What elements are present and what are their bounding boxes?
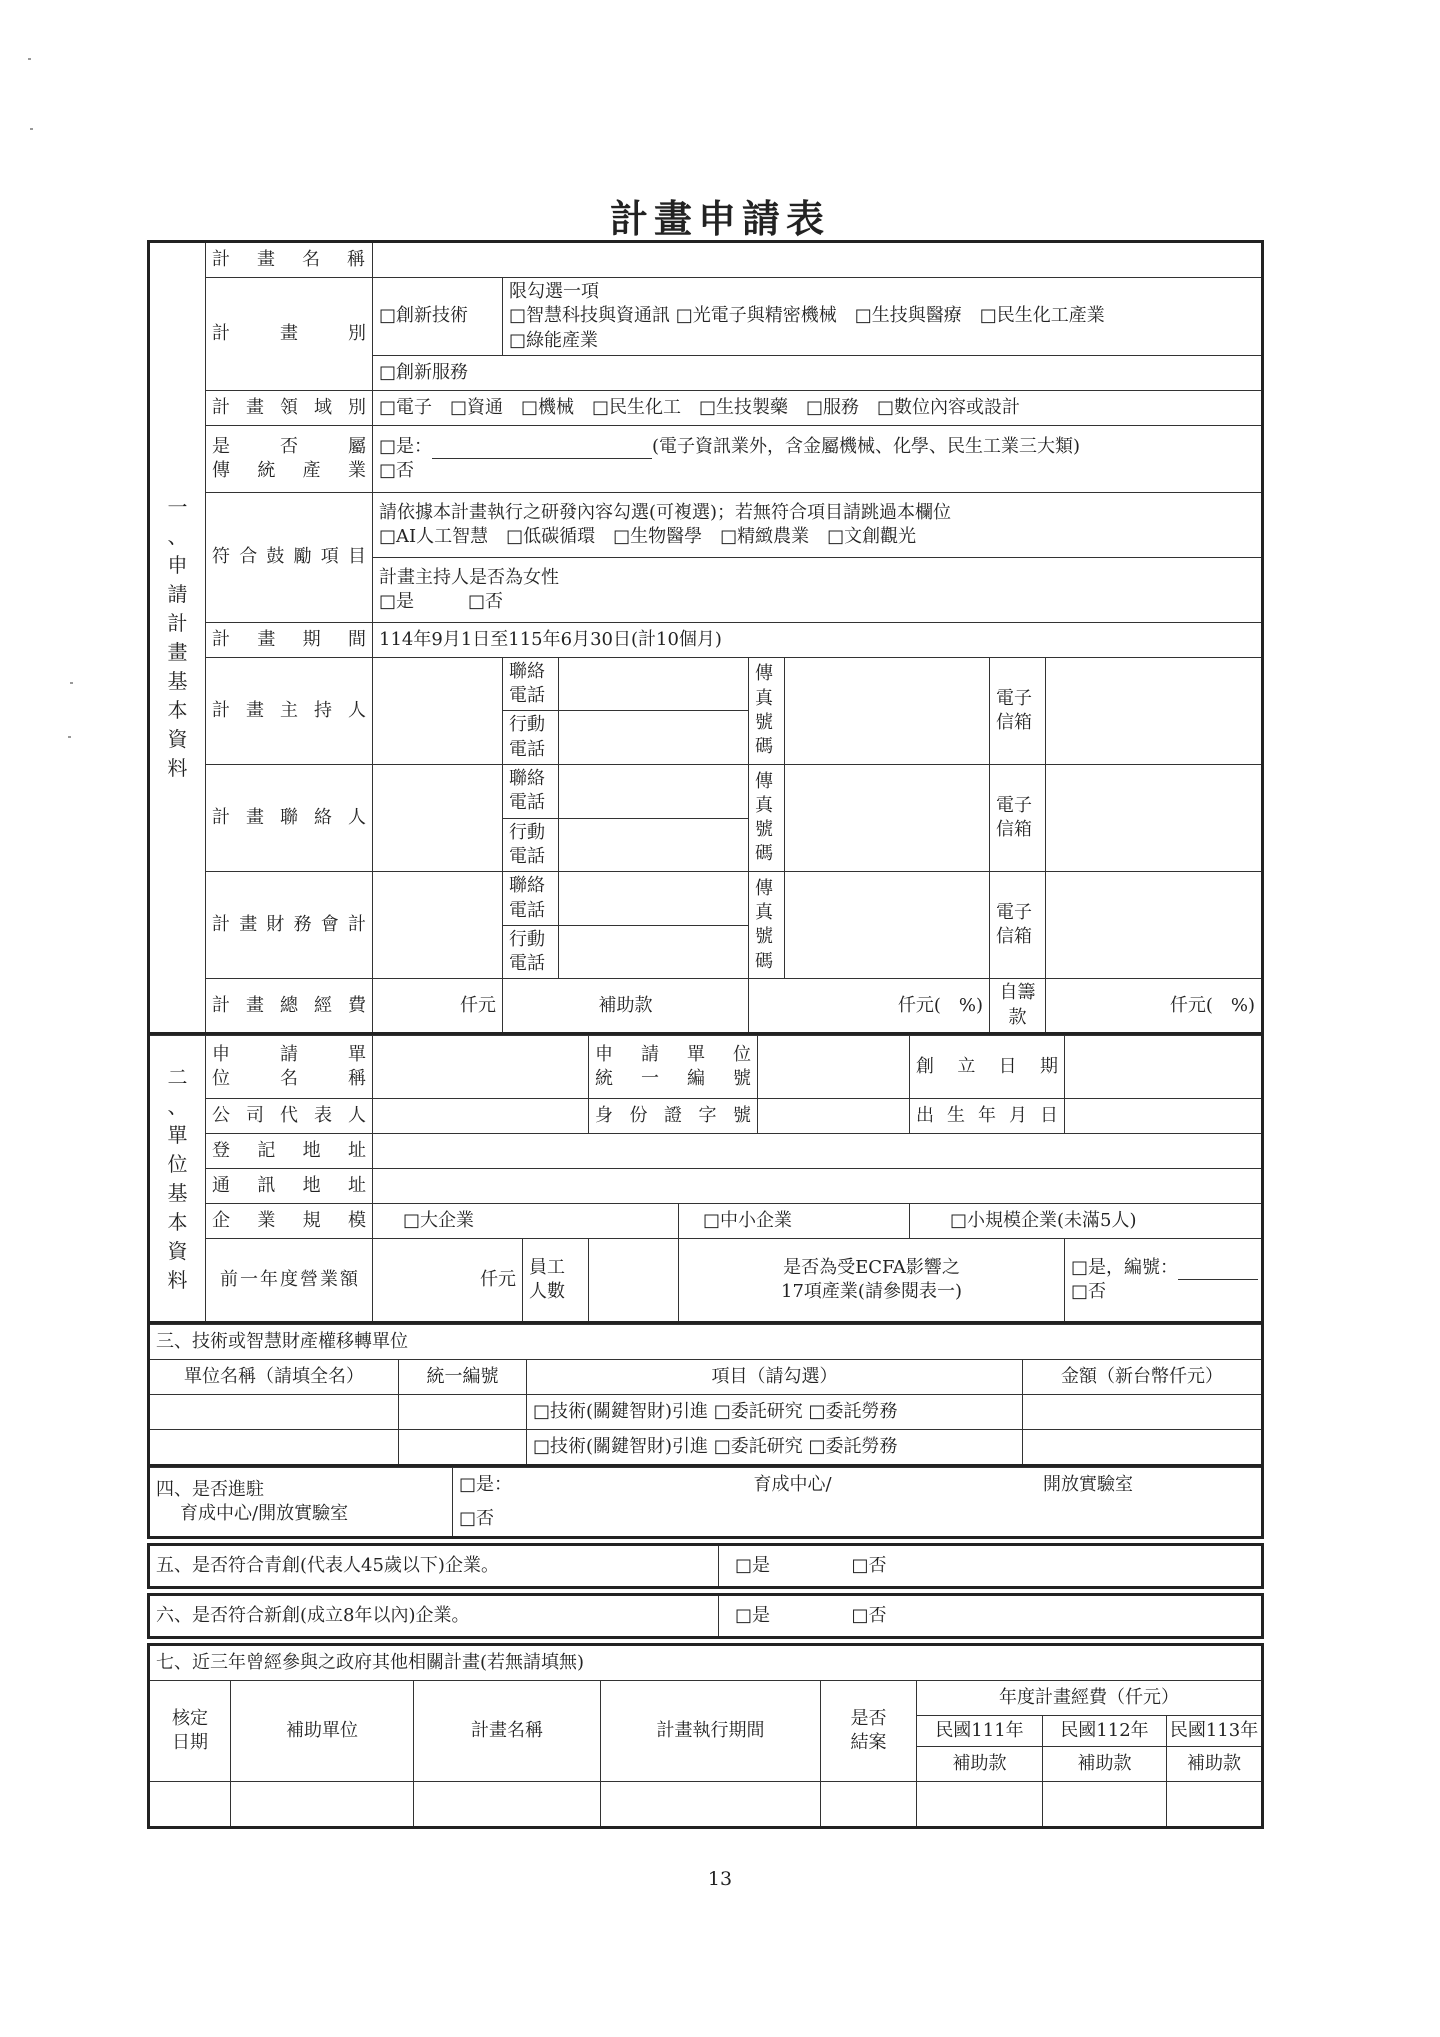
s3-row1-id[interactable] — [399, 1395, 527, 1430]
contact-fax-label: 傳 真 號 碼 — [749, 765, 785, 872]
founded-label: 創立日期 — [910, 1036, 1065, 1099]
finance-name-field[interactable] — [373, 872, 503, 979]
ecfa-no-checkbox[interactable]: □否 — [1071, 1281, 1107, 1303]
s7-row-plan[interactable] — [414, 1782, 601, 1828]
finance-fax-label: 傳 真 號 碼 — [749, 872, 785, 979]
finance-email-field[interactable] — [1046, 872, 1263, 979]
section1-label: 一 、 申 請 計 畫 基 本 資 料 — [149, 242, 206, 1034]
s4-yes-checkbox[interactable]: □是： — [459, 1473, 513, 1495]
traditional-note: (電子資訊業外，含金屬機械、化學、民生工業三大類) — [652, 435, 1081, 457]
ecfa-number-blank[interactable] — [1178, 1261, 1258, 1280]
s3-col-name: 單位名稱（請填全名） — [149, 1360, 399, 1395]
s7-row-approval[interactable] — [149, 1782, 231, 1828]
s7-row-period[interactable] — [601, 1782, 821, 1828]
budget-self-label: 自籌款 — [990, 979, 1046, 1034]
s6-no-checkbox[interactable]: □否 — [851, 1604, 887, 1626]
s7-row-112[interactable] — [1043, 1782, 1167, 1828]
plan-name-field[interactable] — [373, 242, 1263, 278]
s5-options[interactable] — [719, 1545, 1263, 1588]
s3-row2-amount[interactable] — [1023, 1430, 1263, 1466]
pi-fax-label: 傳 真 號 碼 — [749, 657, 785, 764]
s7-subsidy-111: 補助款 — [917, 1747, 1043, 1782]
mail-addr-label: 通訊地址 — [206, 1169, 373, 1204]
s7-closed: 是否 結案 — [821, 1681, 917, 1782]
birth-field[interactable] — [1065, 1099, 1263, 1134]
s5-no-checkbox[interactable]: □否 — [851, 1554, 887, 1576]
traditional-no-checkbox[interactable]: □否 — [379, 459, 415, 481]
incentive-cell[interactable] — [373, 492, 1263, 557]
incentive-options[interactable]: □AI人工智慧 □低碳循環 □生物醫學 □精緻農業 □文創觀光 — [379, 525, 917, 547]
s7-row-unit[interactable] — [231, 1782, 414, 1828]
section5-label: 五、是否符合青創(代表人45歲以下)企業。 — [149, 1545, 719, 1588]
s7-subsidy-113: 補助款 — [1167, 1747, 1263, 1782]
pi-email-label: 電子 信箱 — [990, 657, 1046, 764]
section7-table — [147, 1643, 1264, 1829]
contact-fax-field[interactable] — [785, 765, 990, 872]
section2-table — [147, 1035, 1264, 1324]
budget-total-field[interactable]: 仟元 — [373, 979, 503, 1034]
budget-label: 計畫總經費 — [206, 979, 373, 1034]
s4-incubator: 育成中心/ — [753, 1473, 832, 1495]
contact-label: 計畫聯絡人 — [206, 765, 373, 872]
tech-options[interactable]: □智慧科技與資通訊 □光電子與精密機械 □生技與醫療 □民生化工產業 — [509, 305, 1105, 327]
scale-small-checkbox[interactable]: □小規模企業(未滿5人) — [910, 1204, 1263, 1239]
application-form — [147, 240, 1261, 1829]
s4-open-lab: 開放實驗室 — [1043, 1473, 1134, 1495]
female-pi-options[interactable]: □是 □否 — [379, 590, 504, 612]
s7-row-111[interactable] — [917, 1782, 1043, 1828]
rep-field[interactable] — [373, 1099, 589, 1134]
reg-addr-field[interactable] — [373, 1134, 1263, 1169]
traditional-yes-checkbox[interactable]: □是： — [379, 435, 433, 457]
pi-label: 計畫主持人 — [206, 657, 373, 764]
unit-id-label: 申請單位 統一編號 — [589, 1036, 758, 1099]
domain-options[interactable]: □電子 □資通 □機械 □民生化工 □生技製藥 □服務 □數位內容或設計 — [373, 390, 1263, 425]
unit-name-label: 申請單 位名稱 — [206, 1036, 373, 1099]
pi-email-field[interactable] — [1046, 657, 1263, 764]
contact-tel-label: 聯絡 電話 — [503, 765, 559, 819]
unit-id-field[interactable] — [758, 1036, 910, 1099]
employees-field[interactable] — [589, 1239, 679, 1323]
ecfa-question: 是否為受ECFA影響之 17項產業(請參閱表一) — [679, 1239, 1065, 1323]
contact-mobile-label: 行動 電話 — [503, 818, 559, 872]
founded-field[interactable] — [1065, 1036, 1263, 1099]
rep-label: 公司代表人 — [206, 1099, 373, 1134]
s3-col-amount: 金額（新台幣仟元） — [1023, 1360, 1263, 1395]
contact-name-field[interactable] — [373, 765, 503, 872]
scan-speck — [30, 128, 33, 130]
s7-year-111: 民國111年 — [917, 1716, 1043, 1747]
scale-large-checkbox[interactable]: □大企業 — [373, 1204, 679, 1239]
s6-options[interactable] — [719, 1595, 1263, 1638]
section5-table — [147, 1543, 1264, 1589]
female-pi-cell[interactable] — [373, 557, 1263, 622]
pi-contact-tel-field[interactable] — [559, 657, 749, 711]
s7-row-113[interactable] — [1167, 1782, 1263, 1828]
pi-mobile-field[interactable] — [559, 711, 749, 765]
pick-one-note: 限勾選一項 — [509, 281, 599, 302]
scan-speck — [68, 736, 71, 738]
pi-contact-tel-label: 聯絡 電話 — [503, 657, 559, 711]
s7-annual-budget: 年度計畫經費（仟元） — [917, 1681, 1263, 1716]
period-value[interactable]: 114年9月1日至115年6月30日(計10個月) — [373, 622, 1263, 657]
finance-tel-field[interactable] — [559, 872, 749, 926]
finance-tel-label: 聯絡 電話 — [503, 872, 559, 926]
s3-col-id: 統一編號 — [399, 1360, 527, 1395]
s3-row2-item[interactable]: □技術(關鍵智財)引進 □委託研究 □委託勞務 — [527, 1430, 1023, 1466]
scale-sme-checkbox[interactable]: □中小企業 — [679, 1204, 910, 1239]
s7-subsidy-112: 補助款 — [1043, 1747, 1167, 1782]
s3-row1-item[interactable]: □技術(關鍵智財)引進 □委託研究 □委託勞務 — [527, 1395, 1023, 1430]
id-no-label: 身份證字號 — [589, 1099, 758, 1134]
section1-table — [147, 240, 1264, 1035]
finance-mobile-field[interactable] — [559, 925, 749, 979]
innovation-tech-checkbox[interactable]: □創新技術 — [373, 278, 503, 356]
finance-email-label: 電子 信箱 — [990, 872, 1046, 979]
revenue-field[interactable]: 仟元 — [373, 1239, 523, 1323]
contact-mobile-field[interactable] — [559, 818, 749, 872]
s3-col-item: 項目（請勾選） — [527, 1360, 1023, 1395]
scan-speck — [70, 682, 73, 684]
green-energy-option[interactable]: □綠能產業 — [509, 329, 599, 351]
s4-no-checkbox[interactable]: □否 — [453, 1502, 1263, 1538]
tech-options-cell[interactable] — [503, 278, 1263, 356]
domain-label: 計畫領域別 — [206, 390, 373, 425]
traditional-options[interactable] — [373, 425, 1263, 492]
ecfa-options[interactable] — [1065, 1239, 1263, 1323]
incentive-label: 符合鼓勵項目 — [206, 492, 373, 622]
employees-label: 員工 人數 — [523, 1239, 589, 1323]
revenue-label: 前一年度營業額 — [206, 1239, 373, 1323]
innovation-service-checkbox[interactable]: □創新服務 — [373, 355, 1263, 390]
s4-yes-row[interactable] — [453, 1468, 1263, 1503]
budget-self-field[interactable]: 仟元( %) — [1046, 979, 1263, 1034]
s3-row2-id[interactable] — [399, 1430, 527, 1466]
section4-table — [147, 1467, 1264, 1539]
section2-label: 二 、 單 位 基 本 資 料 — [149, 1036, 206, 1323]
id-no-field[interactable] — [758, 1099, 910, 1134]
budget-subsidy-field[interactable]: 仟元( %) — [749, 979, 990, 1034]
finance-label: 計畫財務會計 — [206, 872, 373, 979]
incentive-instruction: 請依據本計畫執行之研發內容勾選(可複選)；若無符合項目請跳過本欄位 — [379, 501, 952, 523]
ecfa-yes-checkbox[interactable]: □是，編號： — [1071, 1256, 1179, 1278]
s3-row2-name[interactable] — [149, 1430, 399, 1466]
s7-subsidy-unit: 補助單位 — [231, 1681, 414, 1782]
female-pi-question: 計畫主持人是否為女性 — [379, 566, 559, 588]
plan-type-label: 計畫別 — [206, 278, 373, 391]
pi-mobile-label: 行動 電話 — [503, 711, 559, 765]
finance-fax-field[interactable] — [785, 872, 990, 979]
contact-email-field[interactable] — [1046, 765, 1263, 872]
s7-year-112: 民國112年 — [1043, 1716, 1167, 1747]
page-title: 計畫申請表 — [609, 196, 830, 241]
finance-mobile-label: 行動 電話 — [503, 925, 559, 979]
traditional-label: 是否屬 傳統產業 — [206, 425, 373, 492]
reg-addr-label: 登記地址 — [206, 1134, 373, 1169]
pi-name-field[interactable] — [373, 657, 503, 764]
period-label: 計畫期間 — [206, 622, 373, 657]
pi-fax-field[interactable] — [785, 657, 990, 764]
section3-table — [147, 1324, 1264, 1467]
contact-tel-field[interactable] — [559, 765, 749, 819]
s7-exec-period: 計畫執行期間 — [601, 1681, 821, 1782]
scan-speck — [28, 58, 31, 60]
page-number: 13 — [707, 1868, 733, 1890]
s7-approval-date: 核定 日期 — [149, 1681, 231, 1782]
s7-plan-name: 計畫名稱 — [414, 1681, 601, 1782]
s5-yes-checkbox[interactable]: □是 — [735, 1554, 771, 1576]
mail-addr-field[interactable] — [373, 1169, 1263, 1204]
section7-label: 七、近三年曾經參與之政府其他相關計畫(若無請填無) — [149, 1645, 1263, 1681]
birth-label: 出生年月日 — [910, 1099, 1065, 1134]
scale-label: 企業規模 — [206, 1204, 373, 1239]
traditional-blank[interactable] — [432, 440, 652, 459]
s6-yes-checkbox[interactable]: □是 — [735, 1604, 771, 1626]
s7-row-closed[interactable] — [821, 1782, 917, 1828]
s7-year-113: 民國113年 — [1167, 1716, 1263, 1747]
plan-name-label: 計畫名稱 — [206, 242, 373, 278]
unit-name-field[interactable] — [373, 1036, 589, 1099]
section4-label: 四、是否進駐 育成中心/開放實驗室 — [149, 1468, 453, 1538]
section6-label: 六、是否符合新創(成立8年以內)企業。 — [149, 1595, 719, 1638]
section3-label: 三、技術或智慧財產權移轉單位 — [149, 1325, 1263, 1360]
s3-row1-amount[interactable] — [1023, 1395, 1263, 1430]
contact-email-label: 電子 信箱 — [990, 765, 1046, 872]
s3-row1-name[interactable] — [149, 1395, 399, 1430]
budget-subsidy-label: 補助款 — [503, 979, 749, 1034]
section6-table — [147, 1593, 1264, 1639]
